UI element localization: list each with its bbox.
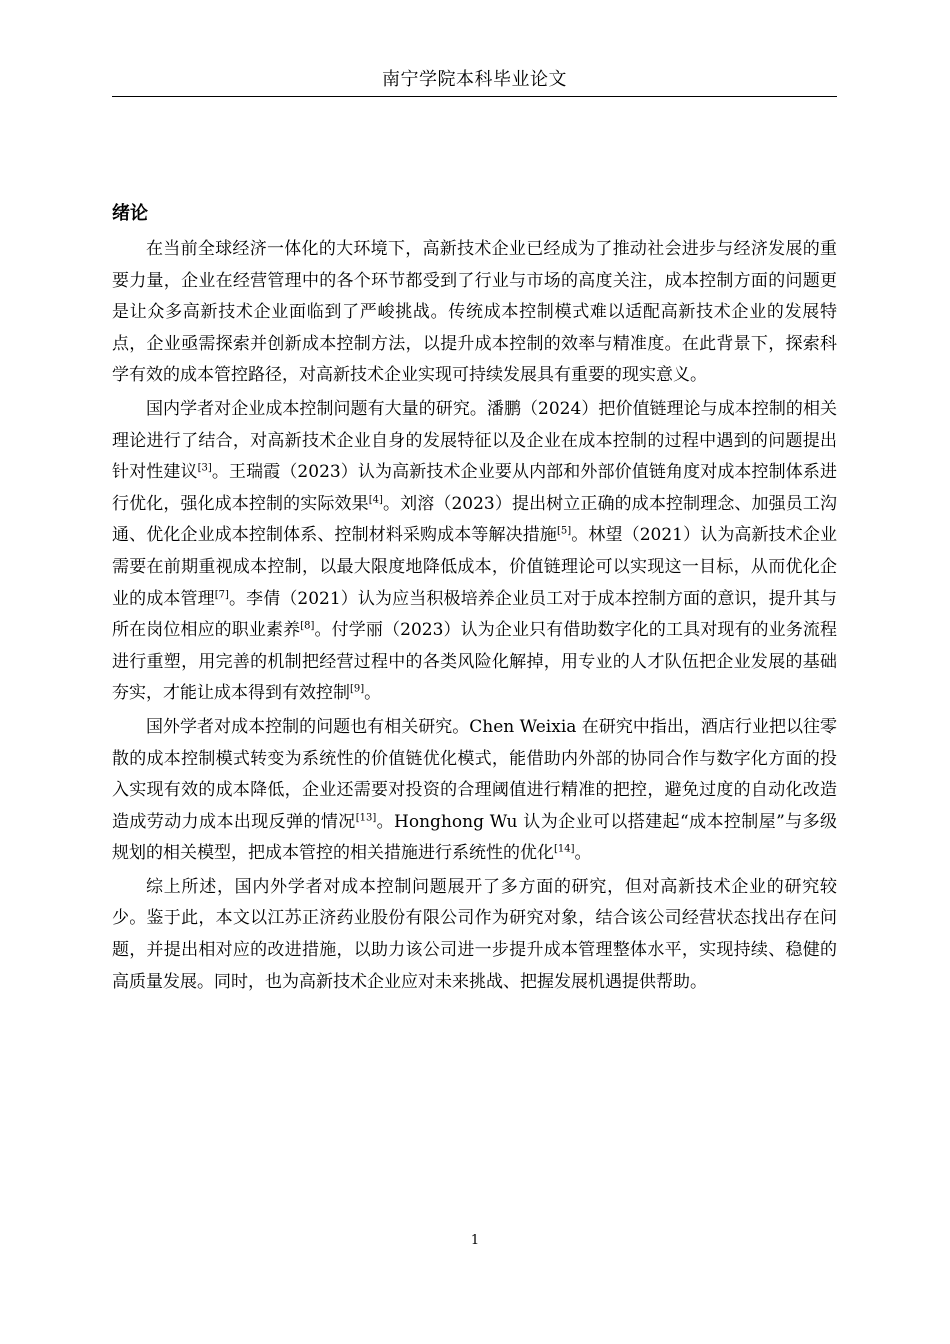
citation-ref: [5]: [556, 525, 572, 537]
running-header: 南宁学院本科毕业论文: [382, 69, 567, 90]
header-rule: [112, 96, 837, 97]
citation-ref: [7]: [214, 588, 229, 600]
text-run: 。Honghong Wu 认为企业可以搭建起“成本控制屋”与多级规划的相关模型，把成本管控的相关措施进行系统性的优化: [112, 811, 838, 864]
page-number: 1: [470, 1233, 480, 1248]
text-run: 。刘溶（2023）提出树立正确的成本控制理念、加强员工沟通、优化企业成本控制体系、控制材料采购成本等解决措施: [112, 493, 838, 546]
section-title: 绪论: [112, 203, 148, 224]
text-run: 。林望（2021）认为高新技术企业需要在前期重视成本控制，以最大限度地降低成本，价值链理论可以实现这一目标，从而优化企业的成本管理: [112, 525, 838, 609]
citation-ref: [3]: [197, 462, 212, 474]
main-content: [112, 196, 837, 998]
text-run: 国外学者对成本控制的问题也有相关研究。Chen Weixia 在研究中指出，酒店行业把以往零散的成本控制模式转变为系统性的价值链优化模式，能借助内外部的协同合作与数字化方面的投入实现有效的成本降低，企业还需要对投资的合理阈值进行精准的把控，避免过度的自动化改造造成劳动力成本出现反弹的情况: [112, 716, 837, 832]
text-run: 。付学丽（2023）认为企业只有借助数字化的工具对现有的业务流程进行重塑，用完善的机制把经营过程中的各类风险化解掉，用专业的人才队伍把企业发展的基础夯实，才能让成本得到有效控制: [112, 620, 838, 704]
text-run: 。王瑞霞（2023）认为高新技术企业要从内部和外部价值链角度对成本控制体系进行优化，强化成本控制的实际效果: [112, 462, 838, 514]
text-run: 。: [574, 843, 592, 864]
text-run: 综上所述，国内外学者对成本控制问题展开了多方面的研究，但对高新技术企业的研究较少。鉴于此，本文以江苏正济药业股份有限公司作为研究对象，结合该公司经营状态找出存在问题，并提出相对应的改进措施，以助力该公司进一步提升成本管理整体水平，实现持续、稳健的高质量发展。同时，也为高新技术企业应对未来挑战、把握发展机遇提供帮助。: [112, 876, 837, 992]
paragraph-domestic-research: [112, 392, 837, 710]
paragraph-background: [112, 232, 837, 392]
citation-ref: [14]: [554, 843, 575, 855]
paragraph-summary: [112, 870, 837, 998]
citation-ref: [8]: [300, 620, 315, 632]
paragraph-foreign-research: [112, 710, 837, 870]
text-run: 国内学者对企业成本控制问题有大量的研究。潘鹏（2024）把价值链理论与成本控制的相关理论进行了结合，对高新技术企业自身的发展特征以及企业在成本控制的过程中遇到的问题提出针对性建议: [112, 398, 837, 483]
citation-ref: [4]: [368, 494, 383, 506]
citation-ref: [9]: [350, 683, 365, 695]
citation-ref: [13]: [355, 812, 377, 824]
text-run: 。李倩（2021）认为应当积极培养企业员工对于成本控制方面的意识，提升其与所在岗位相应的职业素养: [112, 588, 837, 641]
text-run: 。: [364, 683, 382, 704]
text-run: 在当前全球经济一体化的大环境下，高新技术企业已经成为了推动社会进步与经济发展的重要力量，企业在经营管理中的各个环节都受到了行业与市场的高度关注，成本控制方面的问题更是让众多高新技术企业面临到了严峻挑战。传统成本控制模式难以适配高新技术企业的发展特点，企业亟需探索并创新成本控制方法，以提升成本控制的效率与精准度。在此背景下，探索科学有效的成本管控路径，对高新技术企业实现可持续发展具有重要的现实意义。: [112, 239, 837, 386]
